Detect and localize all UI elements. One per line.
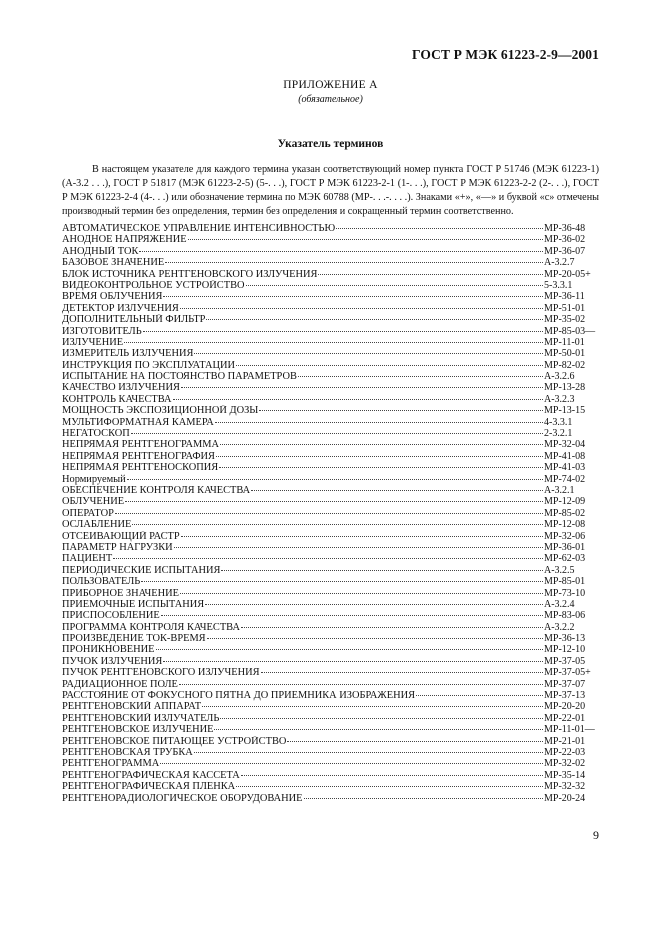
term-entry [62,736,600,747]
term-entry [62,519,600,530]
dot-leader [220,444,543,445]
term-name: НЕПРЯМАЯ РЕНТГЕНОСКОПИЯ [62,462,219,474]
dot-leader [318,274,543,275]
term-reference: МР-85-02 [544,507,586,519]
term-reference: МР-85-01 [544,576,586,588]
term-entry [62,360,600,371]
term-entry [62,246,600,257]
term-entry [62,542,600,553]
term-reference: МР-32-06 [544,530,586,542]
dot-leader [124,342,543,343]
dot-leader [214,729,543,730]
term-reference: МР-37-05 [544,655,586,667]
dot-leader [287,741,543,742]
term-entry [62,234,600,245]
term-reference: МР-36-07 [544,245,586,257]
dot-leader [194,752,543,753]
term-name: ПРИСПОСОБЛЕНИЕ [62,610,160,622]
term-name: РЕНТГЕНОГРАФИЧЕСКАЯ КАССЕТА [62,769,240,781]
appendix-subtitle: (обязательное) [298,94,363,105]
term-reference: МР-83-06 [544,610,586,622]
dot-leader [173,399,543,400]
term-reference: МР-32-02 [544,758,586,770]
term-name: РЕНТГЕНОВСКАЯ ТРУБКА [62,746,193,758]
dot-leader [161,615,543,616]
term-reference: МР-50-01 [544,348,586,360]
term-name: ПУЧОК ИЗЛУЧЕНИЯ [62,655,163,667]
term-entry [62,656,600,667]
term-name: ИЗЛУЧЕНИЕ [62,336,124,348]
dot-leader [236,786,543,787]
term-reference: МР-13-28 [544,382,586,394]
dot-leader [181,536,543,537]
term-name: ДОПОЛНИТЕЛЬНЫЙ ФИЛЬТР [62,314,206,326]
term-entry [62,280,600,291]
term-entry [62,644,600,655]
term-name: РЕНТГЕНОРАДИОЛОГИЧЕСКОЕ ОБОРУДОВАНИЕ [62,792,303,804]
term-entry [62,770,600,781]
term-name: РАДИАЦИОННОЕ ПОЛЕ [62,678,178,690]
dot-leader [180,593,543,594]
dot-leader [251,490,543,491]
term-reference: МР-12-08 [544,519,586,531]
term-entry [62,223,600,234]
terms-index-list [62,223,600,804]
term-entry [62,337,600,348]
term-name: ИЗГОТОВИТЕЛЬ [62,325,142,337]
term-name: ОБЕСПЕЧЕНИЕ КОНТРОЛЯ КАЧЕСТВА [62,484,251,496]
term-reference: МР-11-01— [544,724,595,736]
dot-leader [236,365,543,366]
term-entry [62,701,600,712]
term-reference: МР-37-05+ [544,667,591,679]
dot-leader [141,581,543,582]
dot-leader [219,467,543,468]
term-reference: МР-73-10 [544,587,586,599]
term-reference: 5-3.3.1 [544,279,573,291]
term-entry [62,371,600,382]
term-name: РЕНТГЕНОВСКОЕ ПИТАЮЩЕЕ УСТРОЙСТВО [62,735,287,747]
dot-leader [298,376,543,377]
term-entry [62,382,600,393]
dot-leader [416,695,543,696]
term-entry [62,576,600,587]
term-entry [62,690,600,701]
dot-leader [163,296,543,297]
term-reference: МР-36-02 [544,234,586,246]
term-name: НЕГАТОСКОП [62,428,130,440]
dot-leader [336,228,543,229]
term-entry [62,428,600,439]
term-name: РЕНТГЕНОВСКИЙ АППАРАТ [62,701,202,713]
dot-leader [215,422,543,423]
term-entry [62,633,600,644]
document-header-title: ГОСТ Р МЭК 61223-2-9—2001 [412,47,599,62]
term-name: ПРОГРАММА КОНТРОЛЯ КАЧЕСТВА [62,621,240,633]
term-entry [62,269,600,280]
term-reference: МР-21-01 [544,735,586,747]
term-entry [62,599,600,610]
term-reference: А-3.2.7 [544,257,575,269]
term-name: ПАРАМЕТР НАГРУЗКИ [62,541,173,553]
term-reference: А-3.2.4 [544,598,575,610]
term-entry [62,610,600,621]
index-title: Указатель терминов [277,138,384,150]
term-reference: МР-37-13 [544,690,586,702]
term-name: КАЧЕСТВО ИЗЛУЧЕНИЯ [62,382,180,394]
term-name: ПУЧОК РЕНТГЕНОВСКОГО ИЗЛУЧЕНИЯ [62,667,260,679]
term-name: ВИДЕОКОНТРОЛЬНОЕ УСТРОЙСТВО [62,279,245,291]
dot-leader [115,513,543,514]
term-name: ИЗМЕРИТЕЛЬ ИЗЛУЧЕНИЯ [62,348,194,360]
term-reference: МР-51-01 [544,302,586,314]
term-name: ПЕРИОДИЧЕСКИЕ ИСПЫТАНИЯ [62,564,221,576]
term-name: ИНСТРУКЦИЯ ПО ЭКСПЛУАТАЦИИ [62,359,236,371]
term-reference: МР-41-03 [544,462,586,474]
dot-leader [241,627,543,628]
dot-leader [194,353,543,354]
dot-leader [206,319,543,320]
term-name: РЕНТГЕНОВСКИЙ ИЗЛУЧАТЕЛЬ [62,712,220,724]
term-reference: МР-20-20 [544,701,586,713]
dot-leader [202,706,543,707]
term-entry [62,679,600,690]
dot-leader [125,501,543,502]
term-name: КОНТРОЛЬ КАЧЕСТВА [62,393,172,405]
term-entry [62,348,600,359]
term-entry [62,462,600,473]
term-reference: А-3.2.1 [544,484,575,496]
dot-leader [131,433,543,434]
term-entry [62,508,600,519]
term-name: БЛОК ИСТОЧНИКА РЕНТГЕНОВСКОГО ИЗЛУЧЕНИЯ [62,268,318,280]
index-intro-paragraph: В настоящем указателе для каждого термина указан соответствующий номер пункта ГОСТ Р 51746 (МЭК 61223-1) (А-3.2 . . .), ГОСТ Р 51817 (МЭК 61223-2-5) (5-. . .), ГОСТ Р МЭК 61223-2-1 (1-. . .), ГОСТ Р МЭК 61223-2-2 (2-. . .), ГОСТ Р МЭК 61223-2-4 (4-. . .) или обозначение термина по МЭК 60788 (МР-. . .-. . . .). Знаками «+», «—» и буквой «с» отмечены производный термин без определения, термин без определения и сокращенный термин соответственно. [62,164,599,217]
dot-leader [207,638,543,639]
term-entry [62,781,600,792]
term-entry [62,303,600,314]
term-reference: МР-85-03— [544,325,596,337]
term-name: ОТСЕИВАЮЩИЙ РАСТР [62,530,180,542]
term-name: ПРОИЗВЕДЕНИЕ ТОК-ВРЕМЯ [62,633,206,645]
dot-leader [241,775,543,776]
term-entry [62,565,600,576]
term-name: ПРИЕМОЧНЫЕ ИСПЫТАНИЯ [62,598,205,610]
dot-leader [304,798,543,799]
term-reference: МР-20-05+ [544,268,591,280]
term-name: РЕНТГЕНОГРАММА [62,758,160,770]
term-name: АНОДНОЕ НАПРЯЖЕНИЕ [62,234,187,246]
term-entry [62,291,600,302]
dot-leader [259,410,543,411]
term-name: АВТОМАТИЧЕСКОЕ УПРАВЛЕНИЕ ИНТЕНСИВНОСТЬЮ [62,223,336,234]
term-entry [62,713,600,724]
term-name: ВРЕМЯ ОБЛУЧЕНИЯ [62,291,163,303]
term-name: НЕПРЯМАЯ РЕНТГЕНОГРАММА [62,439,219,451]
term-entry [62,724,600,735]
term-reference: А-3.2.5 [544,564,575,576]
dot-leader [220,718,543,719]
term-entry [62,531,600,542]
dot-leader [246,285,543,286]
term-reference: МР-22-03 [544,746,586,758]
term-name: ОСЛАБЛЕНИЕ [62,519,132,531]
term-name: НЕПРЯМАЯ РЕНТГЕНОГРАФИЯ [62,450,215,462]
term-name: Нормируемый [62,473,126,485]
term-reference: МР-12-10 [544,644,586,656]
term-reference: 2-3.2.1 [544,428,573,440]
term-name: АНОДНЫЙ ТОК [62,245,139,257]
dot-leader [188,239,543,240]
term-reference: 4-3.3.1 [544,416,573,428]
term-reference: А-3.2.3 [544,393,575,405]
term-entry [62,474,600,485]
term-name: ОПЕРАТОР [62,507,114,519]
dot-leader [221,570,543,571]
dot-leader [156,649,544,650]
term-entry [62,451,600,462]
term-entry [62,793,600,804]
term-reference: МР-22-01 [544,712,586,724]
term-entry [62,758,600,769]
term-entry [62,405,600,416]
term-entry [62,439,600,450]
dot-leader [113,558,543,559]
term-name: ОБЛУЧЕНИЕ [62,496,125,508]
dot-leader [143,331,543,332]
term-name: РАССТОЯНИЕ ОТ ФОКУСНОГО ПЯТНА ДО ПРИЕМНИКА ИЗОБРАЖЕНИЯ [62,690,416,702]
term-reference: МР-35-14 [544,769,586,781]
term-entry [62,314,600,325]
term-reference: МР-36-13 [544,633,586,645]
term-reference: А-3.2.2 [544,621,575,633]
term-entry [62,667,600,678]
term-reference: МР-36-11 [544,291,585,303]
term-name: МОЩНОСТЬ ЭКСПОЗИЦИОННОЙ ДОЗЫ [62,405,259,417]
dot-leader [179,684,543,685]
term-name: ПРОНИКНОВЕНИЕ [62,644,155,656]
term-entry [62,394,600,405]
dot-leader [261,672,543,673]
term-reference: МР-12-09 [544,496,586,508]
term-entry [62,417,600,428]
term-entry [62,496,600,507]
term-entry [62,485,600,496]
term-entry [62,622,600,633]
dot-leader [205,604,543,605]
term-reference: МР-13-15 [544,405,586,417]
term-reference: МР-36-01 [544,541,586,553]
dot-leader [139,251,543,252]
term-name: ПРИБОРНОЕ ЗНАЧЕНИЕ [62,587,180,599]
term-reference: А-3.2.6 [544,371,575,383]
term-reference: МР-37-07 [544,678,586,690]
dot-leader [165,262,543,263]
term-entry [62,326,600,337]
dot-leader [181,387,543,388]
term-reference: МР-32-04 [544,439,586,451]
dot-leader [160,763,543,764]
term-entry [62,553,600,564]
term-entry [62,257,600,268]
term-name: ПАЦИЕНТ [62,553,113,565]
term-reference: МР-74-02 [544,473,586,485]
term-name: БАЗОВОЕ ЗНАЧЕНИЕ [62,257,165,269]
term-name: РЕНТГЕНОГРАФИЧЕСКАЯ ПЛЕНКА [62,781,236,793]
dot-leader [163,661,543,662]
dot-leader [127,479,543,480]
term-reference: МР-82-02 [544,359,586,371]
term-reference: МР-20-24 [544,792,586,804]
term-reference: МР-41-08 [544,450,586,462]
term-reference: МР-62-03 [544,553,586,565]
term-entry [62,747,600,758]
term-name: РЕНТГЕНОВСКОЕ ИЗЛУЧЕНИЕ [62,724,214,736]
term-reference: МР-11-01 [544,336,585,348]
term-reference: МР-35-02 [544,314,586,326]
term-name: ПОЛЬЗОВАТЕЛЬ [62,576,141,588]
dot-leader [180,308,543,309]
term-name: ИСПЫТАНИЕ НА ПОСТОЯНСТВО ПАРАМЕТРОВ [62,371,297,383]
dot-leader [174,547,543,548]
term-reference: МР-36-48 [544,223,586,234]
page-number: 9 [593,828,599,842]
term-entry [62,588,600,599]
term-reference: МР-32-32 [544,781,586,793]
term-name: ДЕТЕКТОР ИЗЛУЧЕНИЯ [62,302,179,314]
dot-leader [132,524,543,525]
appendix-title: ПРИЛОЖЕНИЕ А [283,79,378,91]
dot-leader [216,456,543,457]
term-name: МУЛЬТИФОРМАТНАЯ КАМЕРА [62,416,214,428]
